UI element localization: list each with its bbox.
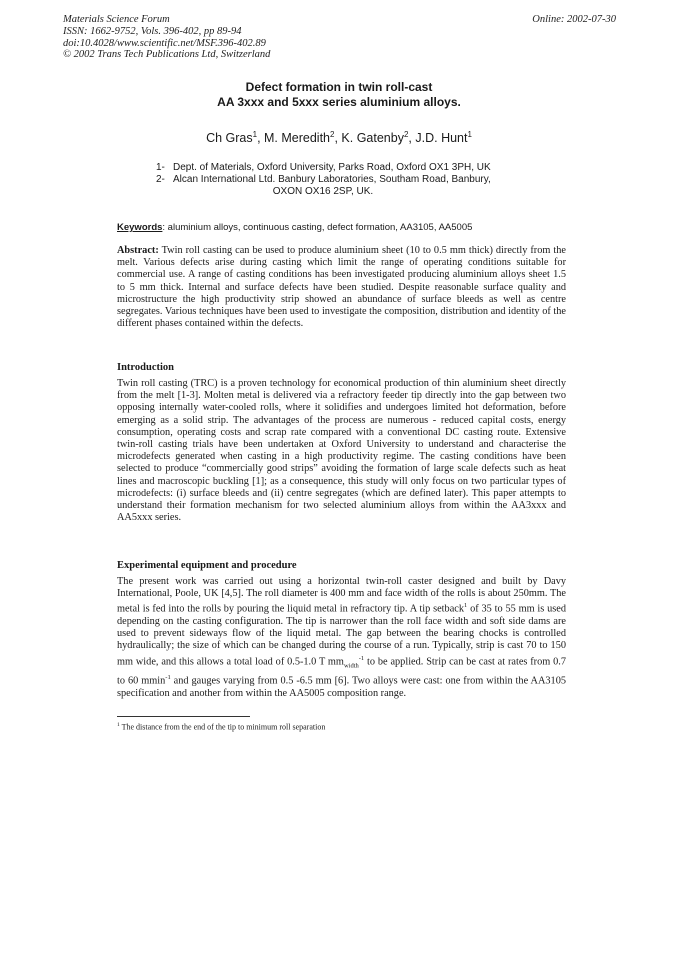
title-line-2: AA 3xxx and 5xxx series aluminium alloys.: [217, 95, 461, 109]
abstract: [117, 245, 566, 330]
footnote: $^1$ The distance from the end of the tip to minimum roll separation: [117, 722, 326, 732]
journal-header: [63, 14, 270, 61]
keywords-text: : aluminium alloys, continuous casting, defect formation, AA3105, AA5005: [162, 222, 473, 233]
paper-title: [0, 80, 678, 110]
journal-name: Materials Science Forum: [63, 14, 170, 25]
author: J.D. Hunt$^1$: [415, 130, 472, 146]
affiliation-1: [156, 162, 491, 174]
section-heading-introduction: Introduction: [117, 362, 174, 373]
journal-issn: ISSN: 1662-9752, Vols. 396-402, pp 89-94: [63, 25, 242, 37]
affiliation-2-continued: OXON OX16 2SP, UK.: [272, 186, 374, 197]
experimental-paragraph: The present work was carried out using a horizontal twin-roll caster designed and built by Davy International, Poole, UK [4,5]. The roll diameter is 400 mm and face width of the rolls is about 250mm. The metal is fed into the rolls by pouring the liquid metal in refractory tip. A tip setback$^1$ of 35 to 55 mm is used depending on the casting configuration. The tip is narrower than the roll face width and soft side dams are used to prevent sideways flow of the liquid metal. The gap between the bearing chocks is controlled hydraulically; the size of which can be changed during the course of a run. Typically, strip is cast 70 to 150 mm wide, and this allows a total load of 0.5-1.0 T $mm_{width}^{-1}$ to be applied. Strip can be cast at rates from 0.7 to 60 mmin$^{-1}$ and gauges varying from 0.5 -6.5 mm [6]. Two alloys were cast: one from within the AA3105 specification and another from within the AA5005 composition range.: [117, 576, 567, 699]
author: M. Meredith$^2$,: [264, 130, 342, 146]
author-list: [0, 130, 678, 145]
affiliation-text: Alcan International Ltd. Banbury Laboratories, Southam Road, Banbury,: [173, 174, 491, 185]
affiliation-text: Dept. of Materials, Oxford University, Parks Road, Oxford OX1 3PH, UK: [173, 162, 491, 173]
introduction-paragraph: Twin roll casting (TRC) is a proven technology for economical production of thin aluminium sheet directly from the melt [1-3]. Molten metal is delivered via a refractory feeder tip directly into the gap between two opposing internally water-cooled rolls, where it solidifies and undergoes limited hot deformation, before emerging as a solid strip. The advantages of the process are numerous - reduced capital costs, energy consumption, operating costs and scrap rate compared with a conventional DC casting route. Extensive twin-roll casting trials have been undertaken at Oxford University to understand and characterise the microdefects generated when casting in a high productivity regime. The casting conditions have been selected to produce “commercially good strips” avoiding the formation of large scale defects such as heat lines and macroscopic buckling [1]; as a consequence, this study will only focus on two particular types of microdefects: (i) surface bleeds and (ii) centre segregates (which are defined later). This paper attempts to understand their formation mechanism for two selected aluminium alloys from within the AA3xxx and AA5xxx series.: [117, 378, 566, 524]
footnote-divider: [117, 716, 250, 717]
author: Ch Gras$^1$,: [206, 130, 265, 146]
author: K. Gatenby$^2$,: [341, 130, 416, 146]
section-heading-experimental: Experimental equipment and procedure: [117, 560, 297, 571]
affiliation-2: [156, 174, 491, 186]
abstract-label: Abstract:: [117, 245, 159, 256]
affiliations: [156, 162, 491, 198]
affiliation-number: 2-: [156, 174, 165, 185]
footnote-ref[interactable]: 1: [463, 602, 468, 610]
title-line-1: Defect formation in twin roll-cast: [245, 80, 433, 94]
journal-copyright: © 2002 Trans Tech Publications Ltd, Switzerland: [63, 49, 271, 61]
keywords-line: [117, 222, 472, 233]
keywords-label: Keywords: [117, 222, 163, 233]
online-date: Online: 2002-07-30: [532, 14, 616, 25]
journal-doi[interactable]: doi:10.4028/www.scientific.net/MSF.396-402.89: [63, 37, 266, 49]
abstract-text: Twin roll casting can be used to produce aluminium sheet (10 to 0.5 mm thick) directly from the melt. Various defects arise during casting which limit the range of operating conditions suitable for commercial use. A range of casting conditions has been investigated producing aluminium alloys sheet 1.5 to 5 mm thick. Internal and surface defects have been studied. Despite reasonable surface quality and microstructure the high productivity strip showed an abundance of surface bleeds as well as centre segregates. Various techniques have been used to investigate the composition, distribution and identity of the different phases contained within the defects.: [117, 245, 566, 330]
affiliation-number: 1-: [156, 162, 165, 173]
